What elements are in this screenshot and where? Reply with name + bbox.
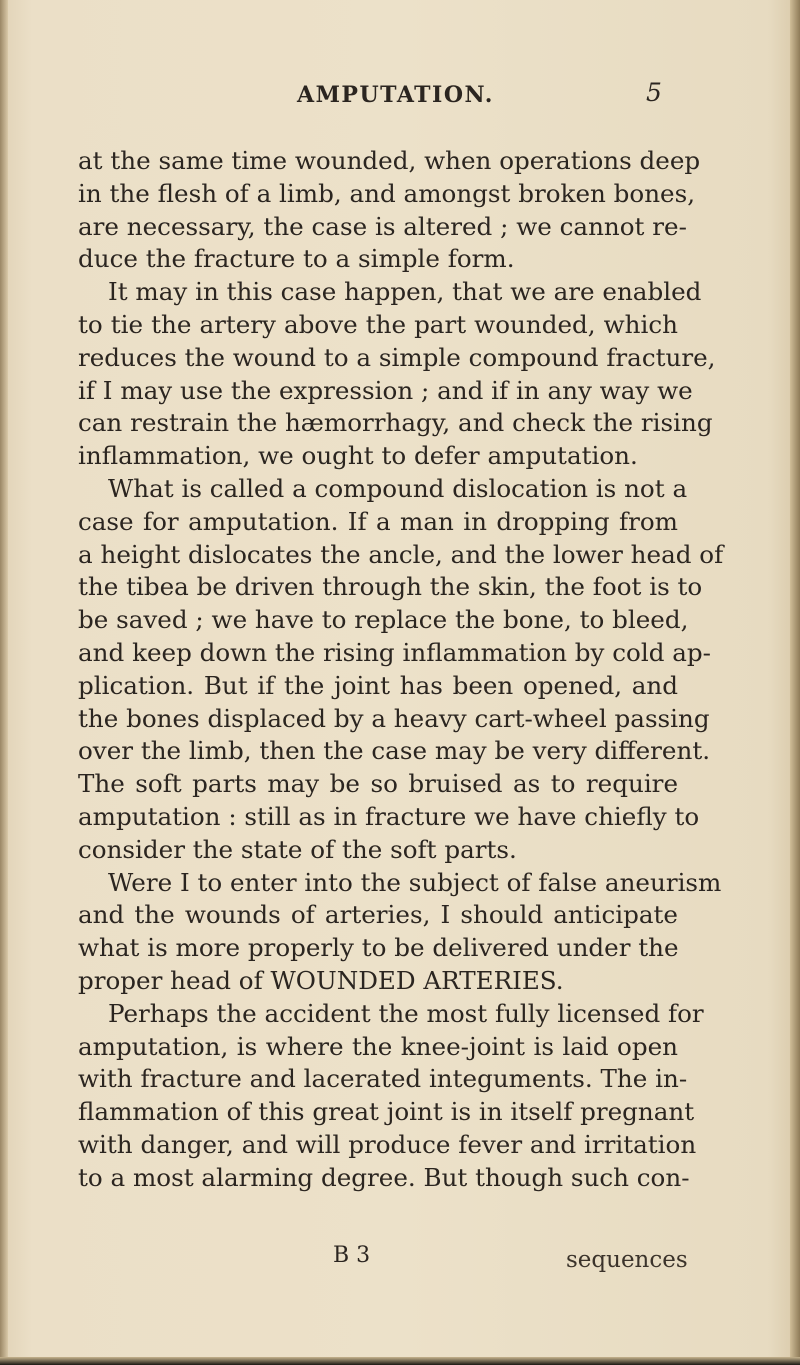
text-line: to a most alarming degree. But though such con-: [78, 1162, 690, 1192]
text-line: proper head of WOUNDED ARTERIES.: [78, 965, 564, 995]
text-line: duce the fracture to a simple form.: [78, 244, 515, 274]
text-line: at the same time wounded, when operations deep: [78, 146, 701, 175]
text-line: amputation : still as in fracture we have chiefly to: [78, 801, 700, 831]
page-number: 5: [646, 78, 662, 107]
text-line: can restrain the hæmorrhagy, and check the rising: [78, 408, 713, 438]
page-right-edge: [790, 0, 800, 1365]
catchword: sequences: [566, 1247, 688, 1273]
text-line: flammation of this great joint is in itself pregnant: [78, 1097, 695, 1127]
page-footer: [0, 1243, 800, 1279]
text-line: What is called a compound dislocation is not a: [108, 473, 688, 503]
page-header: [0, 78, 800, 116]
text-line: and the wounds of arteries, I should anticipate: [78, 900, 678, 930]
text-line: Perhaps the accident the most fully licensed for: [108, 998, 704, 1028]
text-line: amputation, is where the knee-joint is laid open: [78, 1031, 678, 1061]
text-line: to tie the artery above the part wounded, which: [78, 309, 678, 339]
text-line: with danger, and will produce fever and irritation: [78, 1129, 697, 1159]
text-line: It may in this case happen, that we are enabled: [108, 277, 702, 307]
page-bottom-edge: [0, 1357, 800, 1365]
text-line: over the limb, then the case may be very different.: [78, 736, 711, 766]
text-line: and keep down the rising inflammation by cold ap-: [78, 637, 711, 667]
text-line: if I may use the expression ; and if in any way we: [78, 375, 693, 405]
text-line: what is more properly to be delivered under the: [78, 933, 679, 963]
text-line: inflammation, we ought to defer amputation.: [78, 441, 638, 471]
text-line: case for amputation. If a man in dropping from: [78, 506, 678, 536]
text-line: consider the state of the soft parts.: [78, 834, 517, 864]
signature-mark: B 3: [333, 1243, 371, 1268]
text-line: a height dislocates the ancle, and the lower head of: [78, 539, 724, 569]
text-line: plication. But if the joint has been opened, and: [78, 670, 678, 700]
text-line: The soft parts may be so bruised as to require: [78, 769, 678, 799]
text-line: reduces the wound to a simple compound fracture,: [78, 342, 716, 372]
text-line: Were I to enter into the subject of false aneurism: [108, 867, 722, 897]
text-line: with fracture and lacerated integuments. The in-: [78, 1064, 688, 1094]
text-line: the bones displaced by a heavy cart-wheel passing: [78, 703, 710, 733]
text-line: in the flesh of a limb, and amongst broken bones,: [78, 178, 696, 208]
page-left-edge: [0, 0, 8, 1365]
text-line: be saved ; we have to replace the bone, to bleed,: [78, 605, 689, 635]
text-line: are necessary, the case is altered ; we cannot re-: [78, 211, 687, 241]
running-head: AMPUTATION.: [297, 82, 494, 108]
text-line: the tibea be driven through the skin, the foot is to: [78, 572, 703, 602]
body-text: [78, 145, 724, 1195]
